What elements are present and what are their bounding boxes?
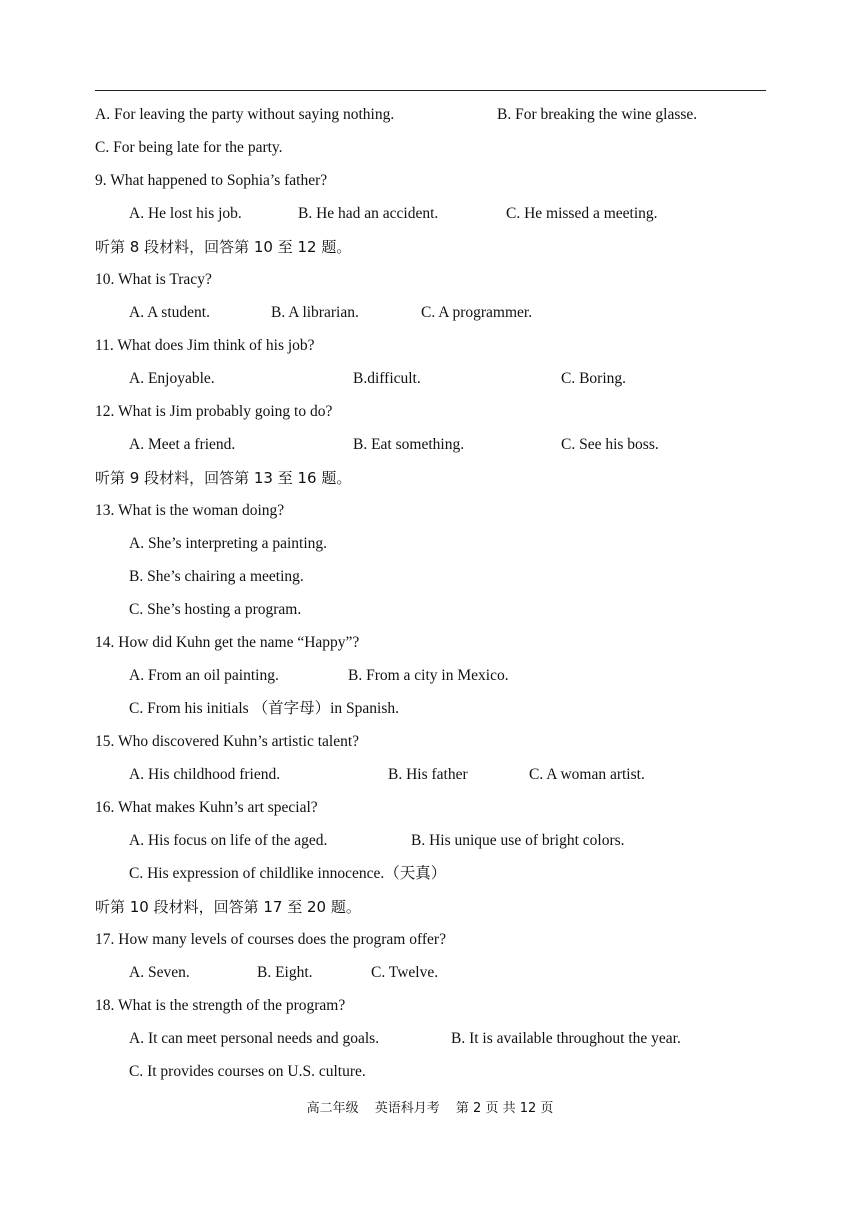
q9-option-a: A. He lost his job. [129, 205, 242, 222]
q10-option-a: A. A student. [129, 304, 210, 321]
q15-question: 15. Who discovered Kuhn’s artistic talent? [95, 733, 360, 750]
footer-subject: 英语科月考 [374, 1101, 440, 1116]
q9-option-c: C. He missed a meeting. [506, 205, 658, 222]
q9-option-b: B. He had an accident. [298, 205, 439, 222]
q16-option-b: B. His unique use of bright colors. [411, 832, 625, 849]
q16-question: 16. What makes Kuhn’s art special? [95, 799, 318, 816]
q14-question: 14. How did Kuhn get the name “Happy”? [95, 634, 360, 651]
footer-grade: 高二年级 [306, 1101, 359, 1116]
q12-option-a: A. Meet a friend. [129, 436, 236, 453]
q15-option-c: C. A woman artist. [529, 766, 645, 783]
q17-option-b: B. Eight. [257, 964, 313, 981]
q18-option-c: C. It provides courses on U.S. culture. [129, 1063, 366, 1080]
q9-question: 9. What happened to Sophia’s father? [95, 172, 328, 189]
q8-option-c: C. For being late for the party. [95, 139, 283, 156]
q12-question: 12. What is Jim probably going to do? [95, 403, 333, 420]
q17-option-a: A. Seven. [129, 964, 190, 981]
q12-option-c: C. See his boss. [561, 436, 659, 453]
header-rule [95, 90, 766, 91]
q18-question: 18. What is the strength of the program? [95, 997, 346, 1014]
q13-question: 13. What is the woman doing? [95, 502, 285, 519]
q8-option-b: B. For breaking the wine glasse. [497, 106, 698, 123]
q11-question: 11. What does Jim think of his job? [95, 337, 315, 354]
q15-option-b: B. His father [388, 766, 468, 783]
section-8-instruction: 听第 8 段材料，回答第 10 至 12 题。 [95, 238, 352, 256]
q16-option-a: A. His focus on life of the aged. [129, 832, 328, 849]
q15-option-a: A. His childhood friend. [129, 766, 281, 783]
q17-option-c: C. Twelve. [371, 964, 439, 981]
page-footer [0, 1097, 860, 1116]
q17-question: 17. How many levels of courses does the program offer? [95, 931, 446, 948]
q11-option-c: C. Boring. [561, 370, 627, 387]
q18-option-a: A. It can meet personal needs and goals. [129, 1030, 380, 1047]
section-9-instruction: 听第 9 段材料，回答第 13 至 16 题。 [95, 469, 352, 487]
q10-question: 10. What is Tracy? [95, 271, 212, 288]
q14-option-c: C. From his initials （首字母）in Spanish. [129, 700, 399, 717]
footer-page-number: 第 2 页 共 12 页 [455, 1101, 554, 1116]
q18-option-b: B. It is available throughout the year. [451, 1030, 681, 1047]
q16-option-c: C. His expression of childlike innocence.（天真） [129, 865, 447, 882]
q11-option-a: A. Enjoyable. [129, 370, 215, 387]
q14-option-a: A. From an oil painting. [129, 667, 279, 684]
q13-option-a: A. She’s interpreting a painting. [129, 535, 328, 552]
q14-option-b: B. From a city in Mexico. [348, 667, 509, 684]
q13-option-c: C. She’s hosting a program. [129, 601, 302, 618]
q8-option-a: A. For leaving the party without saying nothing. [95, 106, 395, 123]
q10-option-c: C. A programmer. [421, 304, 533, 321]
q13-option-b: B. She’s chairing a meeting. [129, 568, 304, 585]
q10-option-b: B. A librarian. [271, 304, 359, 321]
q11-option-b: B.difficult. [353, 370, 421, 387]
q12-option-b: B. Eat something. [353, 436, 465, 453]
section-10-instruction: 听第 10 段材料，回答第 17 至 20 题。 [95, 898, 361, 916]
